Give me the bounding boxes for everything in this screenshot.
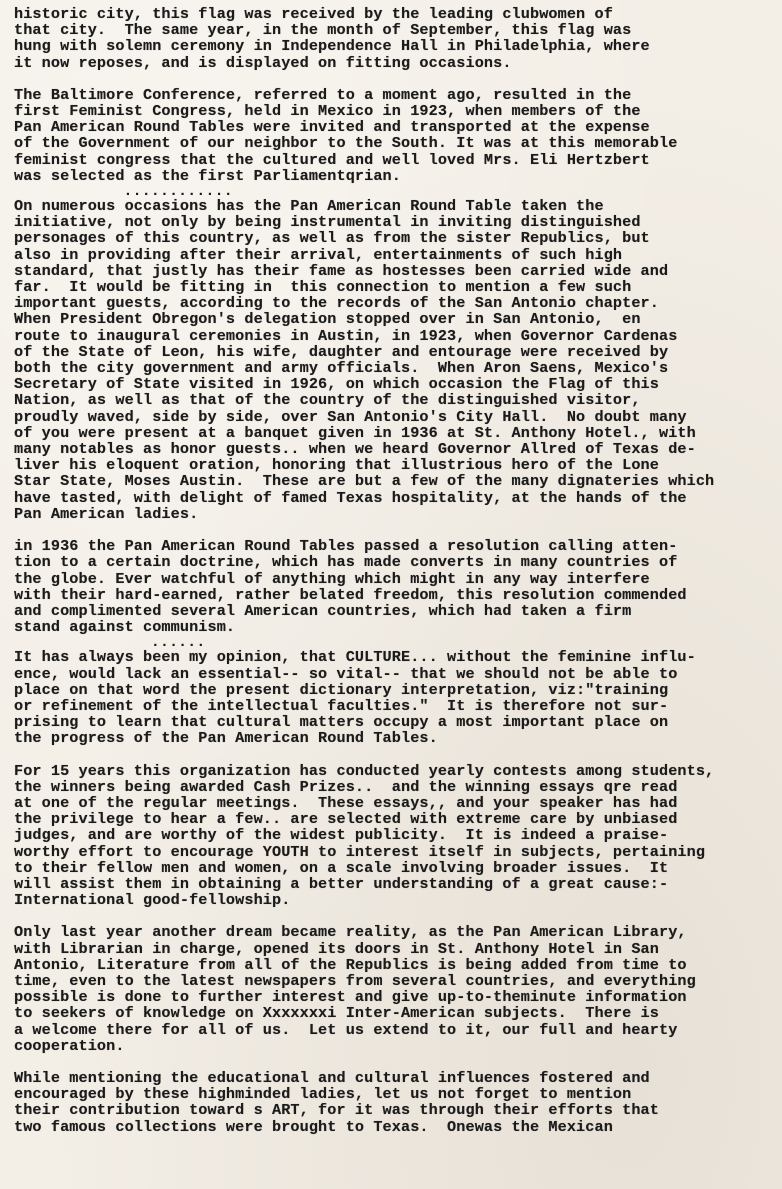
paragraph-distinguished-guests: On numerous occasions has the Pan American Round Table taken the initiative, not only by being instrumental in inviting distinguished personages of this country, as well as from the sister Republics, but also in providing after their arrival, entertainments of such high standard, that justly has their fame as hostesses been carried wide and far. It would be fitting in this connection to mention a few such important guests, according to the records of the San Antonio chapter. When President Obregon's delegation stopped over in San Antonio, en route to inaugural ceremonies in Austin, in 1923, when Governor Cardenas of the State of Leon, his wife, daughter and entourage were received by both the city government and army officials. When Aron Saens, Mexico's Secretary of State visited in 1926, on which occasion the Flag of this Nation, as well as that of the country of the distinguished visitor, proudly waved, side by side, over San Antonio's City Hall. No doubt many of you were present at a banquet given in 1936 at St. Anthony Hotel., with many notables as honor guests.. when we heard Governor Allred of Texas de- liver his eloquent oration, honoring that illustrious hero of the Lone Star State, Moses Austin. These are but a few of the many dignateries which have tasted, with delight of famed Texas hospitality, at the hands of the Pan American ladies. xyxy=(14,197,715,523)
section-separator: ............ xyxy=(14,182,233,201)
paragraph-culture-feminine-influence: It has always been my opinion, that CULTURE... without the feminine influ- ence, would lack an essential-- so vital-- that we should not be able to place on that word the present dictionary interpretation, viz:"training or refinement of the intellectual faculties." It is therefore not sur- prising to learn that cultural matters occupy a most important place on the progress of the Pan American Round Tables. xyxy=(14,648,696,748)
paragraph-gap xyxy=(14,71,772,87)
paragraph-gap xyxy=(14,908,772,924)
paragraph-feminist-congress: The Baltimore Conference, referred to a moment ago, resulted in the first Feminist Congress, held in Mexico in 1923, when members of the Pan American Round Tables were invited and transported at the expense of the Government of our neighbor to the South. It was at this memorable feminist congress that the cultured and well loved Mrs. Eli Hertzbert was selected as the first Parliamentqrian. xyxy=(14,85,678,185)
section-separator: ...... xyxy=(14,633,206,652)
paragraph-gap xyxy=(14,747,772,763)
paragraph-pan-american-library: Only last year another dream became reality, as the Pan American Library, with Librarian in charge, opened its doors in St. Anthony Hotel in San Antonio, Literature from all of the Republics is being added from time to time, even to the latest newspapers from several countries, and everything possible is done to further interest and give up-to-theminute information to seekers of knowledge on Xxxxxxxi Inter-American subjects. There is a welcome there for all of us. Let us extend to it, our full and hearty cooperation. xyxy=(14,923,696,1055)
paragraph-gap xyxy=(14,522,772,538)
paragraph-flag-received: historic city, this flag was received by the leading clubwomen of that city. The same year, in the month of September, this flag was hung with solemn ceremony in Independence Hall in Philadelphia, where it now reposes, and is displayed on fitting occasions. xyxy=(14,5,650,72)
paragraph-art-collections: While mentioning the educational and cultural influences fostered and encouraged by these highminded ladies, let us not forget to mention their contribution toward s ART, for it was through their efforts that two famous collections were brought to Texas. Onewas the Mexican xyxy=(14,1068,659,1136)
paragraph-resolution-communism: in 1936 the Pan American Round Tables passed a resolution calling atten- tion to a certain doctrine, which has made converts in many countries of the globe. Ever watchful of anything which might in any way interfere with their hard-earned, rather belated freedom, this resolution commended and complimented several American countries, which had taken a firm stand against communism. xyxy=(14,537,687,637)
paragraph-gap xyxy=(14,1054,772,1070)
paragraph-student-contests: For 15 years this organization has conducted yearly contests among students, the winners being awarded Cash Prizes.. and the winning essays qre read at one of the regular meetings. These essays,, and your speaker has had the privilege to hear a few.. are selected with extreme care by unbiased judges, and are worthy of the widest publicity. It is indeed a praise- worthy effort to encourage YOUTH to interest itself in subjects, pertaining to their fellow men and women, on a scale involving broader issues. It will assist them in obtaining a better understanding of a great cause:- International good-fellowship. xyxy=(14,761,715,910)
